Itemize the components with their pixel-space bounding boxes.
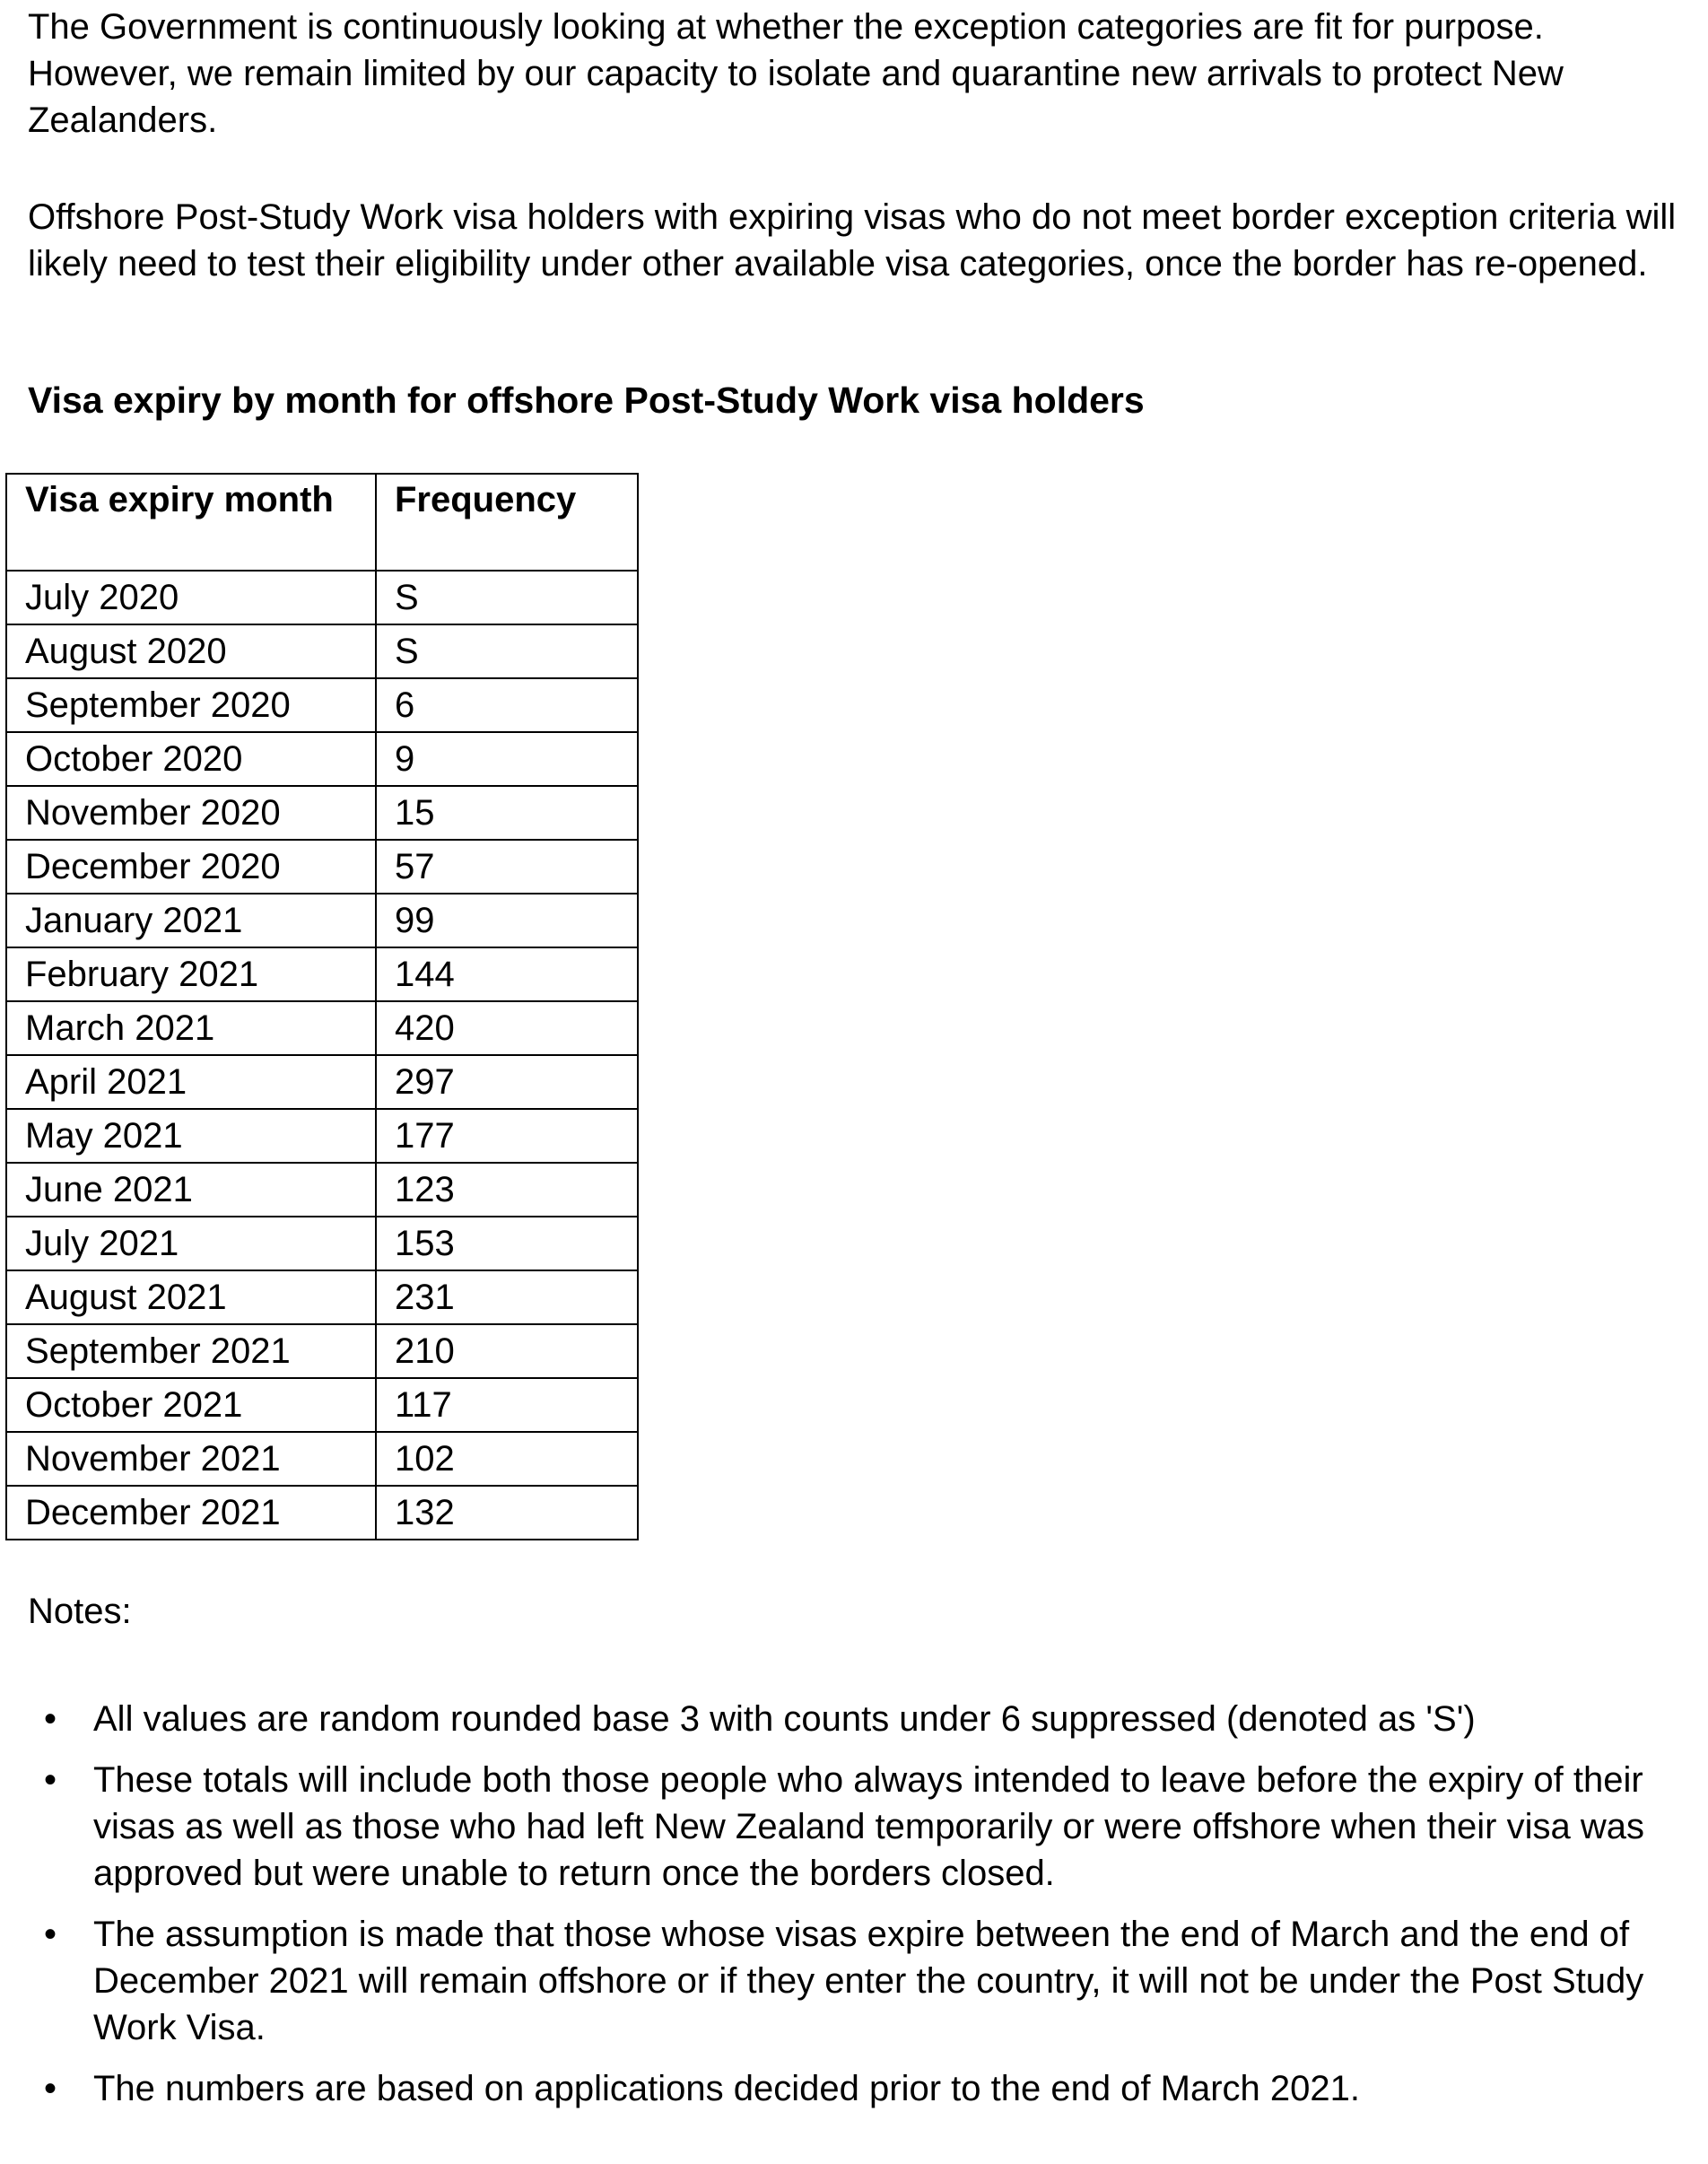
frequency-cell: 123 (376, 1163, 638, 1217)
frequency-cell: 9 (376, 732, 638, 786)
note-text: The assumption is made that those whose visas expire between the end of March and the end of December 2021 will remain offshore or if they enter the country, it will not be under the Post Study Work Visa. (93, 1915, 1644, 2047)
frequency-cell: S (376, 624, 638, 678)
frequency-cell: 57 (376, 840, 638, 894)
table-row (6, 1217, 638, 1270)
month-cell: July 2021 (6, 1217, 376, 1270)
note-text: All values are random rounded base 3 with counts under 6 suppressed (denoted as 'S') (93, 1699, 1476, 1739)
table-row (6, 1163, 638, 1217)
list-item (0, 1696, 1686, 1742)
column-header-visa-expiry-month: Visa expiry month (6, 474, 376, 571)
month-cell: October 2021 (6, 1378, 376, 1432)
frequency-cell: 210 (376, 1324, 638, 1378)
bullet-icon: • (44, 1760, 57, 1800)
table-row (6, 1324, 638, 1378)
frequency-cell: 153 (376, 1217, 638, 1270)
month-cell: January 2021 (6, 894, 376, 947)
frequency-cell: 6 (376, 678, 638, 732)
frequency-cell: 15 (376, 786, 638, 840)
notes-label: Notes: (28, 1592, 132, 1631)
note-text: The numbers are based on applications decided prior to the end of March 2021. (93, 2069, 1360, 2108)
list-item (0, 1911, 1686, 2051)
month-cell: September 2020 (6, 678, 376, 732)
paragraph-exception-categories: The Government is continuously looking at whether the exception categories are fit for purpose. However, we remain limited by our capacity to isolate and quarantine new arrivals to protect New Zealanders. (28, 7, 1564, 140)
table-row (6, 1001, 638, 1055)
table-row (6, 571, 638, 624)
bullet-icon: • (44, 2069, 57, 2108)
month-cell: June 2021 (6, 1163, 376, 1217)
frequency-cell: 132 (376, 1486, 638, 1540)
frequency-cell: 117 (376, 1378, 638, 1432)
month-cell: April 2021 (6, 1055, 376, 1109)
frequency-cell: 420 (376, 1001, 638, 1055)
paragraph-post-study-work: Offshore Post-Study Work visa holders with expiring visas who do not meet border exception criteria will likely need to test their eligibility under other available visa categories, once the border has re-opened. (28, 197, 1677, 284)
column-header-frequency: Frequency (376, 474, 638, 571)
table-row (6, 1270, 638, 1324)
bullet-icon: • (44, 1915, 57, 1954)
bullet-icon: • (44, 1699, 57, 1739)
month-cell: August 2021 (6, 1270, 376, 1324)
month-cell: August 2020 (6, 624, 376, 678)
month-cell: December 2021 (6, 1486, 376, 1540)
table-row (6, 1378, 638, 1432)
frequency-cell: S (376, 571, 638, 624)
table-header-row (6, 474, 638, 571)
note-text: These totals will include both those people who always intended to leave before the expiry of their visas as well as those who had left New Zealand temporarily or were offshore when their visa was approved but were unable to return once the borders closed. (93, 1760, 1644, 1893)
frequency-cell: 99 (376, 894, 638, 947)
month-cell: November 2020 (6, 786, 376, 840)
frequency-cell: 297 (376, 1055, 638, 1109)
table-row (6, 1055, 638, 1109)
list-item (0, 2065, 1686, 2112)
table-row (6, 1432, 638, 1486)
table-heading: Visa expiry by month for offshore Post-Study Work visa holders (28, 380, 1145, 421)
frequency-cell: 177 (376, 1109, 638, 1163)
month-cell: March 2021 (6, 1001, 376, 1055)
frequency-cell: 144 (376, 947, 638, 1001)
list-item (0, 1757, 1686, 1897)
month-cell: December 2020 (6, 840, 376, 894)
frequency-cell: 102 (376, 1432, 638, 1486)
table-row (6, 894, 638, 947)
table-row (6, 947, 638, 1001)
visa-expiry-table (5, 473, 639, 1540)
table-row (6, 624, 638, 678)
table-row (6, 732, 638, 786)
table-row (6, 786, 638, 840)
table-row (6, 1109, 638, 1163)
month-cell: July 2020 (6, 571, 376, 624)
table-row (6, 1486, 638, 1540)
month-cell: May 2021 (6, 1109, 376, 1163)
table-row (6, 678, 638, 732)
month-cell: November 2021 (6, 1432, 376, 1486)
table-row (6, 840, 638, 894)
month-cell: October 2020 (6, 732, 376, 786)
month-cell: February 2021 (6, 947, 376, 1001)
notes-list (0, 1696, 1686, 2126)
frequency-cell: 231 (376, 1270, 638, 1324)
month-cell: September 2021 (6, 1324, 376, 1378)
